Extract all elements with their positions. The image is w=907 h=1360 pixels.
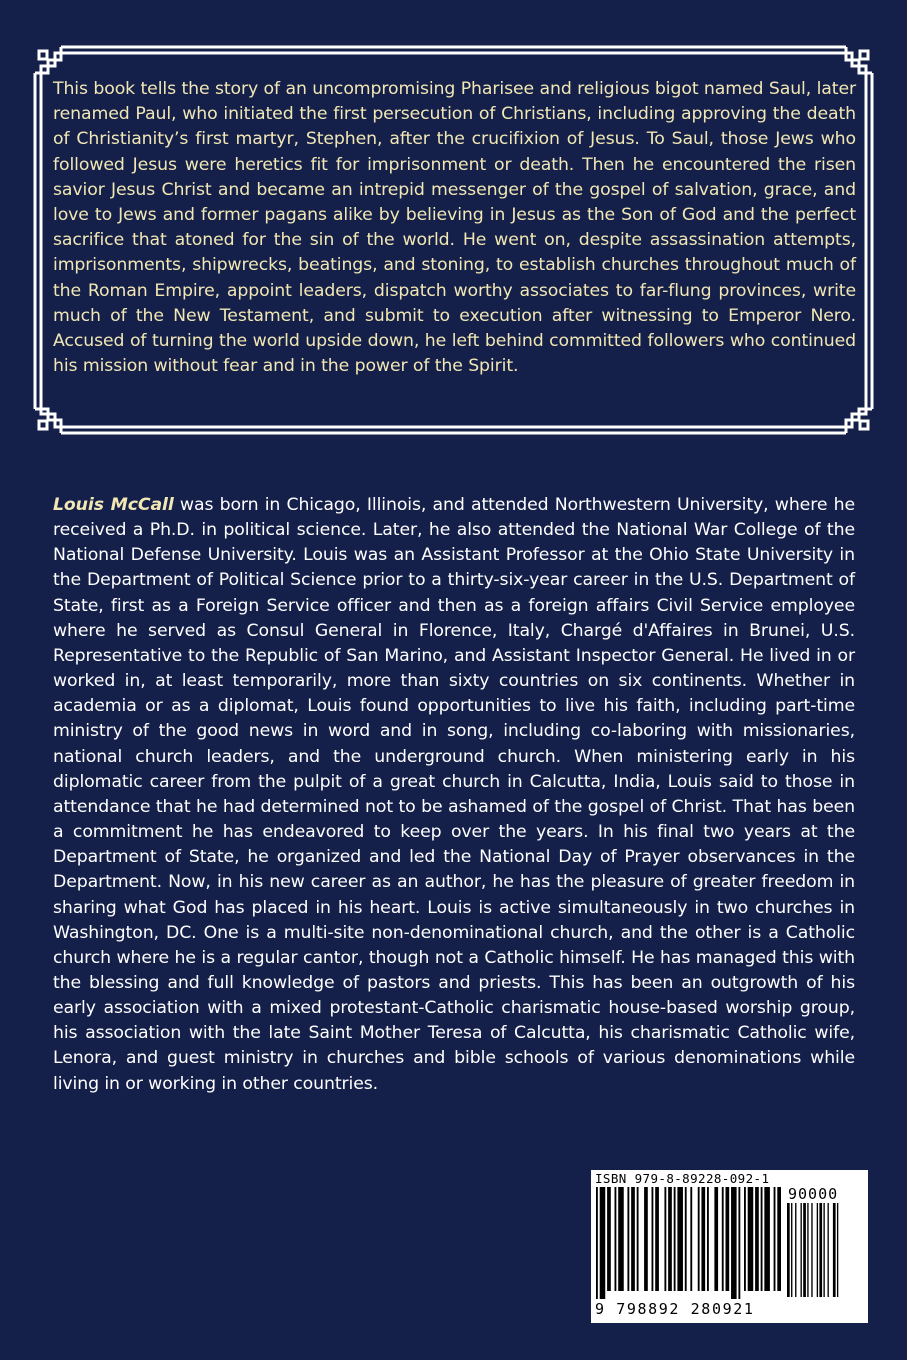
author-bio <box>53 493 855 1097</box>
author-bio-text: was born in Chicago, Illinois, and attended Northwestern University, where he received a Ph.D. in political science. Later, he also attended the National War College of the National Defense University. Louis was an Assistant Professor at the Ohio State University in the Department of Political Science prior to a thirty-six-year career in the U.S. Department of State, first as a Foreign Service officer and then as a foreign affairs Civil Service employee where he served as Consul General in Florence, Italy, Chargé d'Affaires in Brunei, U.S. Representative to the Republic of San Marino, and Assistant Inspector General. He lived in or worked in, at least temporarily, more than sixty countries on six continents. Whether in academia or as a diplomat, Louis found opportunities to live his faith, including part-time ministry of the good news in word and in song, including co-laboring with missionaries, national church leaders, and the underground church. When ministering early in his diplomatic career from the pulpit of a great church in Calcutta, India, Louis said to those in attendance that he had determined not to be ashamed of the gospel of Christ. That has been a commitment he has endeavored to keep over the years. In his final two years at the Department of State, he organized and led the National Day of Prayer observances in the Department. Now, in his new career as an author, he has the pleasure of greater freedom in sharing what God has placed in his heart. Louis is active simultaneously in two churches in Washington, DC. One is a multi-site non-denominational church, and the other is a Catholic church where he is a regular cantor, though not a Catholic himself. He has managed this with the blessing and full knowledge of pastors and priests. This has been an outgrowth of his early association with a mixed protestant-Catholic charismatic house-based worship group, his association with the late Saint Mother Teresa of Calcutta, his charismatic Catholic wife, Lenora, and guest ministry in churches and bible schools of various denominations while living in or working in other countries. <box>53 495 855 1094</box>
book-synopsis: This book tells the story of an uncompromising Pharisee and religious bigot named Saul, later renamed Paul, who initiated the first persecution of Christians, including approving the death of Christianity’s first martyr, Stephen, after the crucifixion of Jesus. To Saul, those Jews who followed Jesus were heretics fit for imprisonment or death. Then he encountered the risen savior Jesus Christ and became an intrepid messenger of the gospel of salvation, grace, and love to Jews and former pagans alike by believing in Jesus as the Son of God and the perfect sacrifice that atoned for the sin of the world. He went on, despite assassination attempts, imprisonments, shipwrecks, beatings, and stoning, to establish churches throughout much of the Roman Empire, appoint leaders, dispatch worthy associates to far-flung provinces, write much of the New Testament, and submit to execution after witnessing to Emperor Nero. Accused of turning the world upside down, he left behind committed followers who continued his mission without fear and in the power of the Spirit. <box>53 79 856 377</box>
ean-digits: 9 798892 280921 <box>595 1300 755 1318</box>
ean-barcode-bars <box>596 1187 782 1299</box>
price-code: 90000 <box>788 1185 839 1203</box>
isbn-label: ISBN 979-8-89228-092-1 <box>595 1171 770 1186</box>
author-name: Louis McCall <box>53 495 174 515</box>
addon-barcode-bars <box>787 1203 863 1299</box>
isbn-barcode <box>591 1170 868 1323</box>
